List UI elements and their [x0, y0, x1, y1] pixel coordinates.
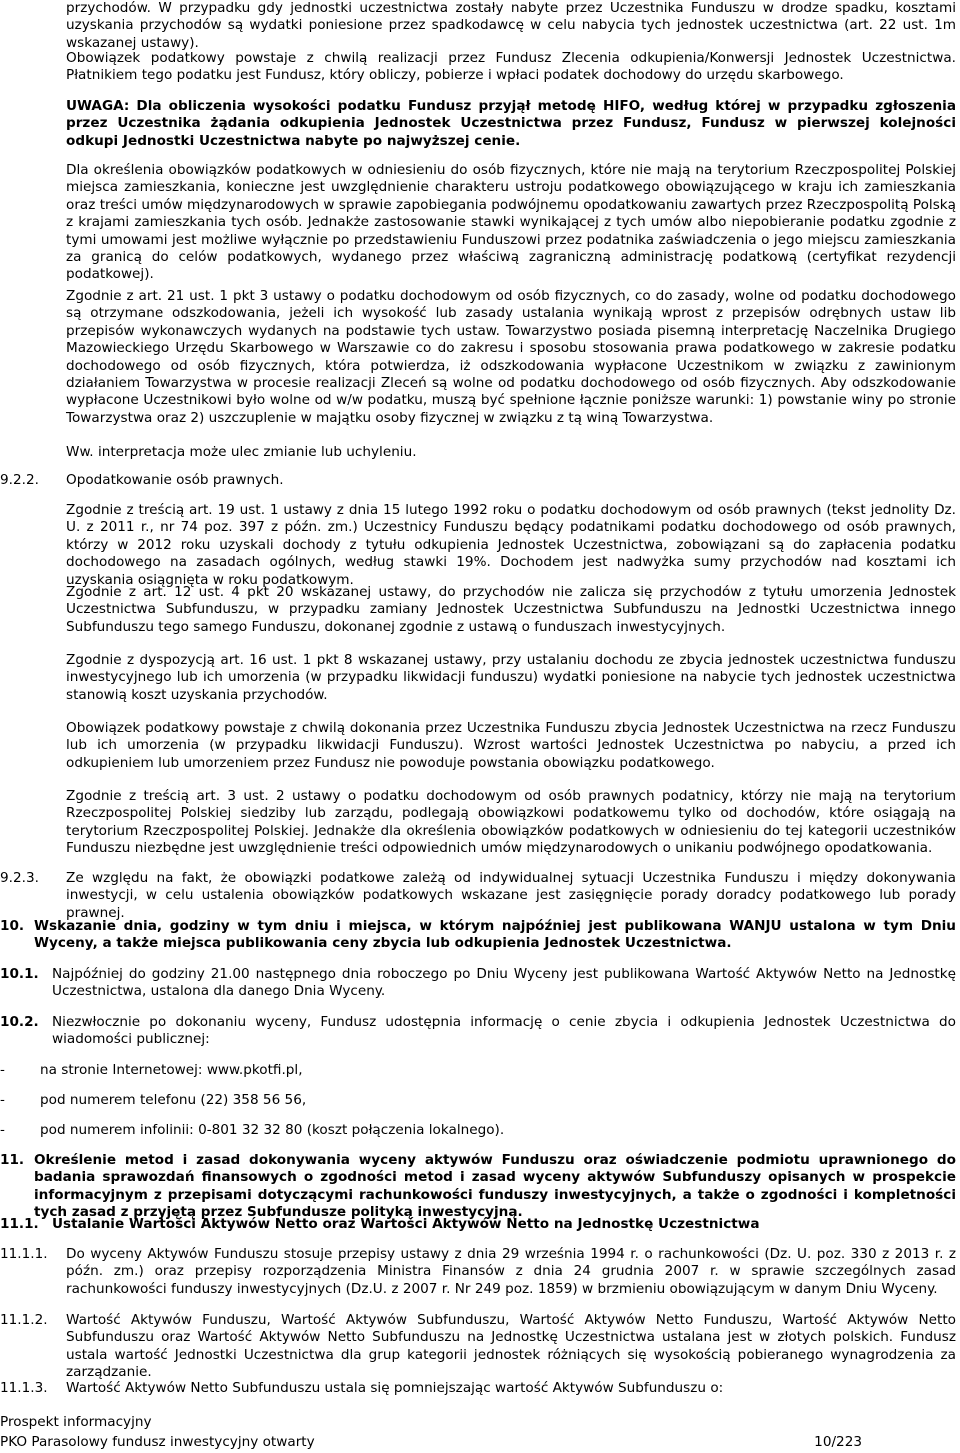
footer-document-title: Prospekt informacyjny [0, 1414, 152, 1430]
list-bullet: - [0, 1122, 5, 1138]
paragraph-nav-calculation: Wartość Aktywów Netto Subfunduszu ustala się pomniejszając wartość Aktywów Subfunduszu o: [66, 1380, 724, 1396]
section-number: 11.1.3. [0, 1380, 48, 1396]
section-number: 11.1.1. [0, 1246, 48, 1262]
footer-fund-name: PKO Parasolowy fundusz inwestycyjny otwarty [0, 1434, 315, 1450]
list-item: pod numerem telefonu (22) 358 56 56, [40, 1092, 307, 1108]
section-number: 10. [0, 918, 25, 934]
section-heading-legal-persons: Opodatkowanie osób prawnych. [66, 472, 284, 488]
section-number: 9.2.2. [0, 472, 39, 488]
paragraph-publication-time: Najpóźniej do godziny 21.00 następnego dnia roboczego po Dniu Wyceny jest publikowana Wartość Aktywów Netto na Jednostkę Uczestnictwa, ustalona dla danego Dnia Wyceny. [52, 966, 956, 1000]
paragraph-cit-article-16: Zgodnie z dyspozycją art. 16 ust. 1 pkt 8 wskazanej ustawy, przy ustalaniu dochodu ze zbycia jednostek uczestnictwa funduszu inwestycyjnego lub ich umorzenia (w przypadku likwidacji funduszu) wydatki poniesione na nabycie tych jednostek uczestnictwa stanowią koszt uzyskania przychodów. [66, 652, 956, 703]
paragraph-cit-tax-obligation: Obowiązek podatkowy powstaje z chwilą dokonania przez Uczestnika Funduszu zbycia Jednostek Uczestnictwa na rzecz Funduszu lub ich umorzenia (w przypadku likwidacji Funduszu). Wzrost wartości Jednostek Uczestnictwa po nabyciu, a przed ich odkupieniem lub umorzeniem przez Fundusz nie powoduje powstania obowiązku podatkowego. [66, 720, 956, 771]
paragraph-spadek-costs: przychodów. W przypadku gdy jednostki uczestnictwa zostały nabyte przez Uczestnika Funduszu w drodze spadku, kosztami uzyskania przychodów są wydatki poniesione przez spadkodawcę w celu nabycia tych jednostek uczestnictwa (art. 22 ust. 1m wskazanej ustawy). [66, 0, 956, 51]
section-number: 11.1. [0, 1216, 39, 1232]
paragraph-tax-obligation: Obowiązek podatkowy powstaje z chwilą realizacji przez Fundusz Zlecenia odkupienia/Konwersji Jednostek Uczestnictwa. Płatnikiem tego podatku jest Fundusz, który obliczy, pobierze i wpłaci podatek dochodowy do urzędu skarbowego. [66, 50, 956, 84]
paragraph-hifo-note: UWAGA: Dla obliczenia wysokości podatku Fundusz przyjął metodę HIFO, według której w przypadku zgłoszenia przez Uczestnika żądania odkupienia Jednostek Uczestnictwa przez Fundusz, Fundusz w pierwszej kolejności odkupi Jednostki Uczestnictwa nabyte po najwyższej cenie. [66, 98, 956, 149]
paragraph-valuation-currency: Wartość Aktywów Funduszu, Wartość Aktywów Subfunduszu, Wartość Aktywów Netto Funduszu, Wartość Aktywów Netto Subfunduszu oraz Wartość Aktywów Netto Subfunduszu na Jednostkę Uczestnictwa ustalana jest w złotych polskich. Fundusz ustala wartość Jednostki Uczestnictwa dla grup kategorii jednostek różniących się wysokością pobieranego wynagrodzenia za zarządzanie. [66, 1312, 956, 1381]
list-bullet: - [0, 1062, 5, 1078]
paragraph-cit-article-12: Zgodnie z art. 12 ust. 4 pkt 20 wskazanej ustawy, do przychodów nie zalicza się przychodów z tytułu umorzenia Jednostek Uczestnictwa Subfunduszu, w przypadku zamiany Jednostek Uczestnictwa Subfunduszu na Jednostki Uczestnictwa innego Subfunduszu tego samego Funduszu, dokonanej zgodnie z ustawą o funduszach inwestycyjnych. [66, 584, 956, 635]
page-number: 10/223 [814, 1434, 862, 1450]
list-item: pod numerem infolinii: 0-801 32 32 80 (koszt połączenia lokalnego). [40, 1122, 505, 1138]
paragraph-cit-article-19: Zgodnie z treścią art. 19 ust. 1 ustawy z dnia 15 lutego 1992 roku o podatku dochodowym od osób prawnych (tekst jednolity Dz. U. z 2011 r., nr 74 poz. 397 z późn. zm.) Uczestnicy Funduszu będący podatnikami podatku dochodowego od osób prawnych, którzy w 2012 roku uzyskali dochody z tytułu odkupienia Jednostek Uczestnictwa, zobowiązani są do zapłacenia podatku dochodowego na zasadach ogólnych, według stawki 19%. Dochodem jest nadwyżka sumy przychodów nad kosztami ich uzyskania osiągnięta w roku podatkowym. [66, 502, 956, 588]
paragraph-valuation-rules: Do wyceny Aktywów Funduszu stosuje przepisy ustawy z dnia 29 września 1994 r. o rachunkowości (Dz. U. poz. 330 z 2013 r. z późn. zm.) oraz przepisy rozporządzenia Ministra Finansów z dnia 24 grudnia 2007 r. w sprawie szczególnych zasad rachunkowości funduszy inwestycyjnych (Dz.U. z 2007 r. Nr 249 poz. 1859) w brzmieniu obowiązującym w danym Dniu Wyceny. [66, 1246, 956, 1297]
paragraph-non-residents: Dla określenia obowiązków podatkowych w odniesieniu do osób fizycznych, które nie mają na terytorium Rzeczpospolitej Polskiej miejsca zamieszkania, konieczne jest uwzględnienie charakteru ustroju podatkowego obowiązującego w kraju ich zamieszkania oraz treści umów międzynarodowych w sprawie zapobiegania podwójnemu opodatkowaniu zawartych przez Rzeczpospolitą Polską z krajami zamieszkania tych osób. Jednakże zastosowanie stawki wynikającej z tych umów albo niepobieranie podatku zgodnie z tymi umowami jest możliwe wyłącznie po przedstawieniu Funduszowi przez podatnika zaświadczenia o jego miejscu zamieszkania za granicą do celów podatkowych, wydanego przez właściwą zagraniczną administrację podatkową (certyfikat rezydencji podatkowej). [66, 162, 956, 283]
paragraph-compensation-exemption: Zgodnie z art. 21 ust. 1 pkt 3 ustawy o podatku dochodowym od osób fizycznych, co do zasady, wolne od podatku dochodowego są otrzymane odszkodowania, jeżeli ich wysokość lub zasady ustalania wynikają wprost z przepisów odrębnych ustaw lib przepisów wykonawczych wydanych na podstawie tych ustaw. Towarzystwo posiada pisemną interpretację Naczelnika Drugiego Mazowieckiego Urzędu Skarbowego w Warszawie co do zakresu i sposobu stosowania prawa podatkowego w zakresie podatku dochodowego od osób fizycznych, która potwierdza, iż odszkodowania wypłacone Uczestnikom w związku z zawinionym działaniem Towarzystwa w procesie realizacji Zleceń są wolne od podatku dochodowego od osób fizycznych. Aby odszkodowanie wypłacone Uczestnikowi było wolne od w/w podatku, muszą być spełnione łącznie poniższe warunki: 1) powstanie winy po stronie Towarzystwa oraz 2) uszczuplenie w majątku osoby fizycznej w związku z tą winą Towarzystwa. [66, 288, 956, 426]
section-heading-valuation-methods: Określenie metod i zasad dokonywania wyceny aktywów Funduszu oraz oświadczenie podmiotu uprawnionego do badania sprawozdań finansowych o zgodności metod i zasad wyceny aktywów Subfunduszy opisanych w prospekcie informacyjnym z przepisami dotyczącymi rachunkowości funduszy inwestycyjnych, a także o zgodności i kompletności tych zasad z przyjętą przez Subfundusze polityką inwestycyjną. [34, 1152, 956, 1221]
list-item: na stronie Internetowej: www.pkotfi.pl, [40, 1062, 303, 1078]
paragraph-interpretation-note: Ww. interpretacja może ulec zmianie lub uchyleniu. [66, 444, 417, 460]
section-number: 11.1.2. [0, 1312, 48, 1328]
list-bullet: - [0, 1092, 5, 1108]
section-number: 11. [0, 1152, 25, 1168]
paragraph-price-disclosure: Niezwłocznie po dokonaniu wyceny, Fundusz udostępnia informację o cenie zbycia i odkupienia Jednostek Uczestnictwa do wiadomości publicznej: [52, 1014, 956, 1048]
section-number: 9.2.3. [0, 870, 39, 886]
paragraph-cit-article-3: Zgodnie z treścią art. 3 ust. 2 ustawy o podatku dochodowym od osób prawnych podatnicy, którzy nie mają na terytorium Rzeczpospolitej Polskiej siedziby lub zarządu, podlegają obowiązkowi podatkowemu tylko od dochodów, które osiągają na terytorium Rzeczpospolitej Polskiej. Jednakże dla określenia obowiązków podatkowych w odniesieniu do tej kategorii uczestników Funduszu niezbędne jest uwzględnienie treści odpowiednich umów międzynarodowych o unikaniu podwójnego opodatkowania. [66, 788, 956, 857]
section-number: 10.2. [0, 1014, 39, 1030]
section-heading-wanju-publication: Wskazanie dnia, godziny w tym dniu i miejsca, w którym najpóźniej jest publikowana WANJU ustalona w tym Dniu Wyceny, a także miejsca publikowania ceny zbycia lub odkupienia Jednostek Uczestnictwa. [34, 918, 956, 952]
paragraph-tax-advice: Ze względu na fakt, że obowiązki podatkowe zależą od indywidualnej sytuacji Uczestnika Funduszu i między dokonywania inwestycji, w celu ustalenia obowiązków podatkowych wskazane jest zasięgnięcie porady doradcy podatkowego lub porady prawnej. [66, 870, 956, 921]
section-heading-nav: Ustalanie Wartości Aktywów Netto oraz Wartości Aktywów Netto na Jednostkę Uczestnictwa [52, 1216, 760, 1232]
section-number: 10.1. [0, 966, 39, 982]
